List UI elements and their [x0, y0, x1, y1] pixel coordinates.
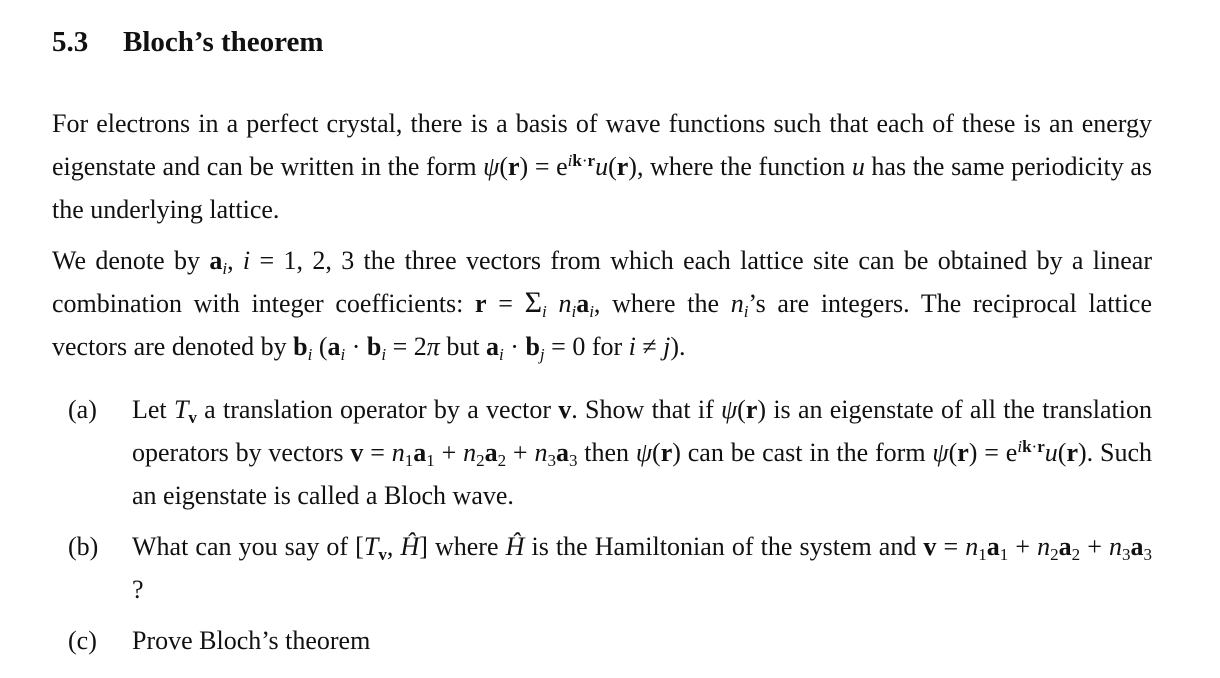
- document-page: [52, 22, 1152, 670]
- problem-list: [52, 388, 1152, 662]
- section-heading: [52, 22, 1152, 62]
- section-number: 5.3: [52, 26, 89, 58]
- section-title: Bloch’s theorem: [123, 26, 324, 58]
- problem-text-c: Prove Bloch’s theorem: [132, 626, 371, 655]
- problem-item-b: [68, 525, 1152, 611]
- definitions-paragraph: We denote by $a_i$, i = 1, 2, 3 the three vectors from which each lattice site can be obtained by a linear combination with integer coefficients: $r = \Sigma_i$ $n_ia_i$, where the $n_i’s$ are integers. The reciprocal lattice vectors are denoted by $b_i$ ($a_i \cdot b_i = 2\pi$ but $a_i \cdot b_j = 0$ for i ≠ j).: [52, 246, 1152, 364]
- problem-marker-c: (c): [68, 626, 97, 655]
- problem-item-c: [68, 619, 1152, 662]
- intro-paragraph: For electrons in a perfect crystal, there is a basis of wave functions such that each of these is an energy eigenstate and can be written in the form $\psi(r) = e^{ik\cdot r}u(r)$, where the function u has the same periodicity as the underlying lattice.: [52, 109, 1152, 224]
- problem-item-a: [68, 388, 1152, 517]
- problem-text-a: Let $T_v$ a translation operator by a vector v. Show that if ψ(r) is an eigenstate of all the translation operators by vectors $v = n_1a_1 + n_2a_2 + n_3a_3$ then ψ(r) can be cast in the form $\psi(r) = e^{ik\cdot r}u(r)$. Such an eigenstate is called a Bloch wave.: [132, 395, 1152, 510]
- problem-marker-a: (a): [68, 395, 97, 424]
- problem-text-b: What can you say of [$T_v$, Ĥ] where Ĥ is the Hamiltonian of the system and $v = n_1a_1 + n_2a_2 + n_3a_3$ ?: [132, 532, 1152, 604]
- problem-marker-b: (b): [68, 532, 99, 561]
